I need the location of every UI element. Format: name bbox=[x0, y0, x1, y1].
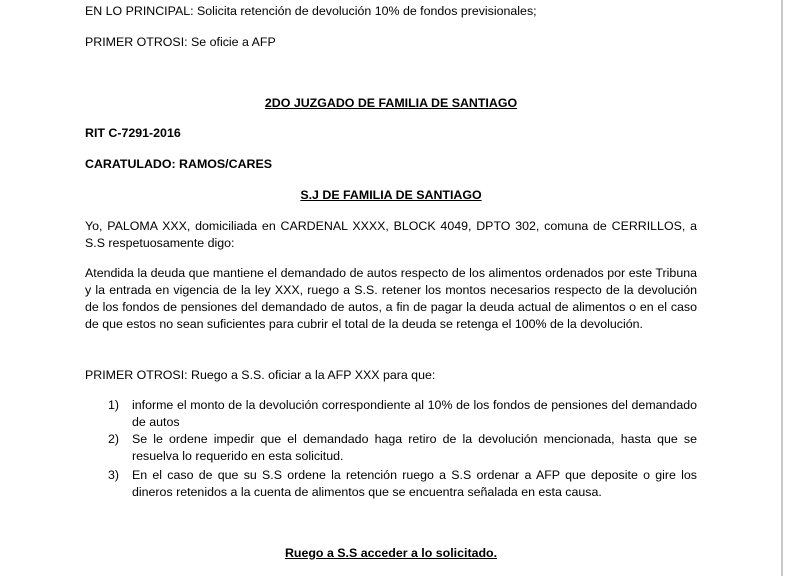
page-edge-divider bbox=[781, 0, 783, 576]
intro-paragraph: Yo, PALOMA XXX, domiciliada en CARDENAL XXXX, BLOCK 4049, DPTO 302, comuna de CERRILLOS, a S.S respetuosamente digo: bbox=[85, 219, 697, 250]
list-item-number: 1) bbox=[108, 398, 120, 412]
addressee-heading: S.J DE FAMILIA DE SANTIAGO bbox=[300, 188, 482, 202]
closing-line: Ruego a S.S acceder a lo solicitado. bbox=[284, 546, 498, 560]
principal-line: EN LO PRINCIPAL: Solicita retención de devolución 10% de fondos previsionales; bbox=[85, 4, 537, 18]
list-item-number: 2) bbox=[108, 432, 120, 446]
list-item: En el caso de que su S.S ordene la retención ruego a S.S ordenar a AFP que deposite o gire los dineros retenidos a la cuenta de alimentos que se encuentra señalada en esta causa. bbox=[132, 468, 697, 499]
otrosi-line: PRIMER OTROSI: Se oficie a AFP bbox=[85, 35, 276, 49]
rit-number: RIT C-7291-2016 bbox=[85, 126, 181, 140]
body-paragraph: Atendida la deuda que mantiene el demandado de autos respecto de los alimentos ordenados por este Tribuna y la entrada en vigencia de la ley XXX, ruego a S.S. retener los montos necesarios respecto de la devolución de los fondos de pensiones del demandado de autos, a fin de pagar la deuda actual de alimentos o en el caso de que estos no sean suficientes para cubrir el total de la deuda se retenga el 100% de la devolución. bbox=[85, 266, 697, 331]
caratulado-line: CARATULADO: RAMOS/CARES bbox=[85, 157, 272, 171]
otrosi-heading: PRIMER OTROSI: Ruego a S.S. oficiar a la AFP XXX para que: bbox=[85, 368, 436, 382]
list-item-number: 3) bbox=[108, 468, 120, 482]
list-item: informe el monto de la devolución correspondiente al 10% de los fondos de pensiones del demandado de autos bbox=[132, 398, 697, 429]
court-heading: 2DO JUZGADO DE FAMILIA DE SANTIAGO bbox=[264, 96, 518, 110]
list-item: Se le ordene impedir que el demandado haga retiro de la devolución mencionada, hasta que se resuelva lo requerido en esta solicitud. bbox=[132, 432, 697, 463]
